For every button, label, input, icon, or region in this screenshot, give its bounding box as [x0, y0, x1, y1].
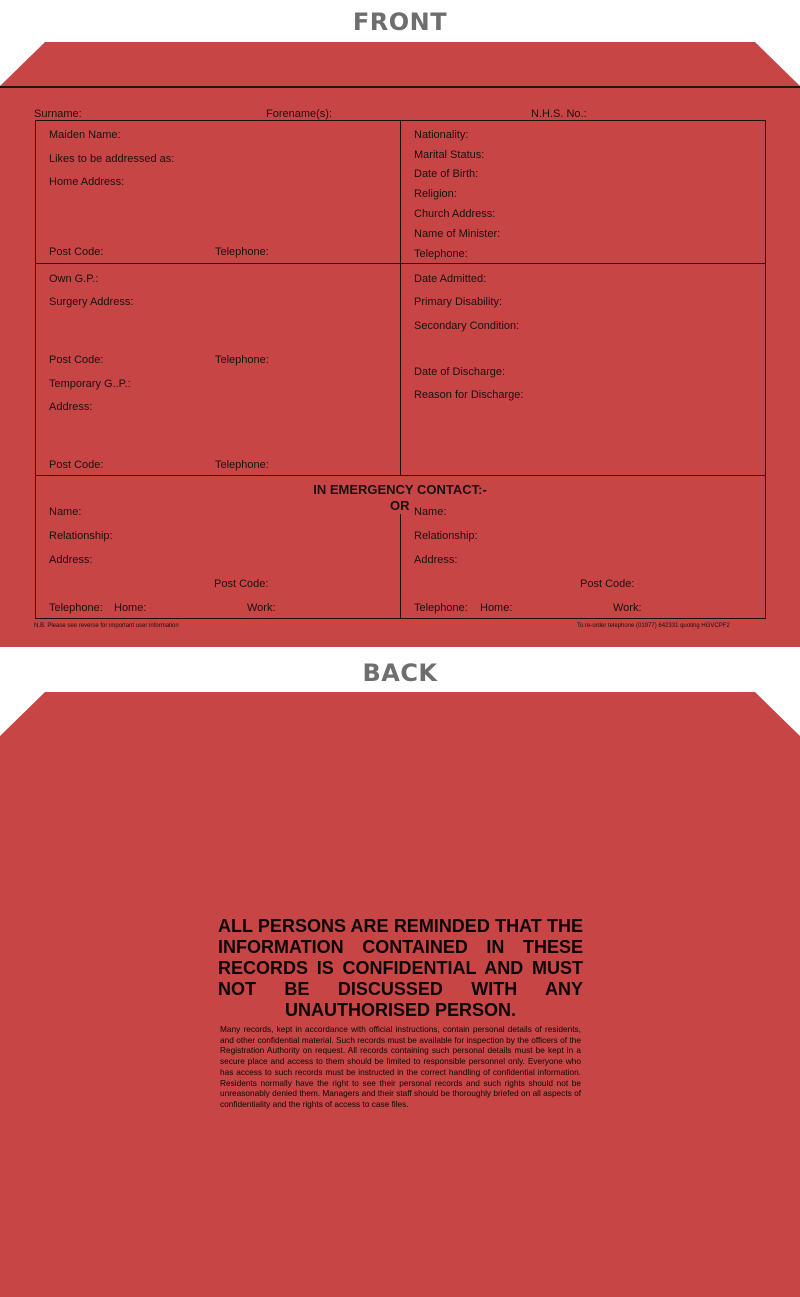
- confidentiality-warning: ALL PERSONS ARE REMINDED THAT THE INFORMATION CONTAINED IN THESE RECORDS IS CONFIDENTIAL AND MUST NOT BE DISCUSSED WITH ANY UNAUTHORISED PERSON.: [218, 916, 583, 1020]
- front-heading: FRONT: [352, 8, 448, 36]
- row-divider-2: [35, 475, 766, 476]
- contact2-post-code-label: Post Code:: [580, 578, 635, 590]
- home-address-label: Home Address:: [49, 176, 125, 188]
- gp-telephone-label: Telephone:: [215, 354, 269, 366]
- name-of-minister-label: Name of Minister:: [414, 228, 501, 240]
- maiden-name-label: Maiden Name:: [49, 129, 121, 141]
- temporary-gp-post-code-label: Post Code:: [49, 459, 104, 471]
- contact1-work-label: Work:: [247, 602, 276, 614]
- likes-addressed-label: Likes to be addressed as:: [49, 153, 175, 165]
- footer-note: N.B. Please see reverse for important user information: [34, 623, 179, 629]
- temporary-gp-label: Temporary G..P.:: [49, 378, 131, 390]
- back-envelope-flap: [0, 692, 800, 738]
- reason-for-discharge-label: Reason for Discharge:: [414, 389, 524, 401]
- date-admitted-label: Date Admitted:: [414, 273, 487, 285]
- surname-label: Surname:: [34, 108, 82, 120]
- religion-label: Religion:: [414, 188, 457, 200]
- contact1-address-label: Address:: [49, 554, 93, 566]
- nationality-label: Nationality:: [414, 129, 469, 141]
- marital-status-label: Marital Status:: [414, 149, 485, 161]
- or-label: OR: [390, 498, 410, 513]
- contact1-name-label: Name:: [49, 506, 82, 518]
- minister-telephone-label: Telephone:: [414, 248, 468, 260]
- contact1-home-label: Home:: [114, 602, 147, 614]
- confidentiality-body: Many records, kept in accordance with official instructions, contain personal details of residents, and other confidential material. Such records must be available for inspection by the officers of the Registration Authority on request. All records containing such personal details must be kept in a secure place and access to them should be limited to responsible personnel only. Everyone who has access to such records must be instructed in the correct handling of confidential information. Residents normally have the right to see their personal records and such rights should not be unreasonably denied them. Managers and their staff should be thoroughly briefed on all aspects of confidentiality and the rights of access to case files.: [220, 1024, 581, 1109]
- post-code-label: Post Code:: [49, 246, 104, 258]
- surgery-address-label: Surgery Address:: [49, 296, 134, 308]
- temporary-gp-address-label: Address:: [49, 401, 93, 413]
- front-envelope-flap: [0, 42, 800, 88]
- emergency-divider: [400, 514, 401, 619]
- contact2-name-label: Name:: [414, 506, 447, 518]
- date-of-birth-label: Date of Birth:: [414, 168, 479, 180]
- contact2-address-label: Address:: [414, 554, 458, 566]
- row-divider-1: [35, 263, 766, 264]
- contact2-relationship-label: Relationship:: [414, 530, 478, 542]
- temporary-gp-telephone-label: Telephone:: [215, 459, 269, 471]
- nhs-no-label: N.H.S. No.:: [531, 108, 587, 120]
- church-address-label: Church Address:: [414, 208, 496, 220]
- secondary-condition-label: Secondary Condition:: [414, 320, 520, 332]
- upper-divider: [400, 120, 401, 475]
- contact2-work-label: Work:: [613, 602, 642, 614]
- own-gp-label: Own G.P.:: [49, 273, 99, 285]
- forenames-label: Forename(s):: [266, 108, 333, 120]
- contact1-post-code-label: Post Code:: [214, 578, 269, 590]
- gp-post-code-label: Post Code:: [49, 354, 104, 366]
- contact1-telephone-label: Telephone:: [49, 602, 103, 614]
- back-heading: BACK: [362, 659, 438, 687]
- reorder-note: To re-order telephone (01977) 642331 quoting HGVCPF2: [577, 623, 730, 629]
- telephone-label: Telephone:: [215, 246, 269, 258]
- date-of-discharge-label: Date of Discharge:: [414, 366, 506, 378]
- contact2-telephone-label: Telephone:: [414, 602, 468, 614]
- emergency-contact-heading: IN EMERGENCY CONTACT:-: [313, 482, 487, 497]
- contact2-home-label: Home:: [480, 602, 513, 614]
- contact1-relationship-label: Relationship:: [49, 530, 113, 542]
- primary-disability-label: Primary Disability:: [414, 296, 503, 308]
